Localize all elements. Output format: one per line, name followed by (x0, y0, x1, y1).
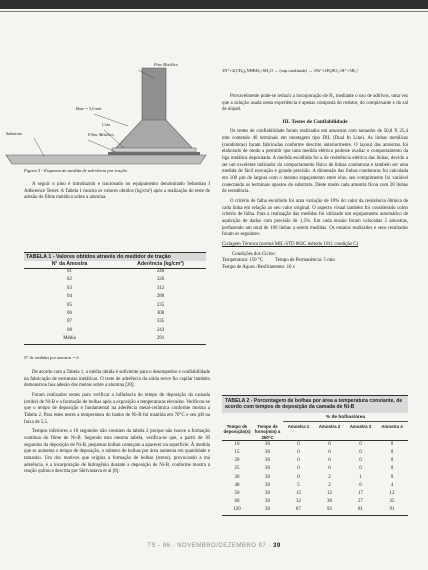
table2-cell: 81 (345, 506, 376, 515)
table2-header (222, 422, 408, 441)
table2-cell: 15 (296, 491, 301, 497)
label-substrato: Substrato (6, 131, 23, 136)
table2-cell: 0 (297, 458, 300, 464)
paragraph: Foram realizados testes para verificar a influência do tempo de deposição da camada (strike) de Ni-B e a formação de bolhas após a exposição a temperaturas elevadas. Verificou-se que o tempo de deposição é fundamental na aderência metal-cerâmica conforme mostra a Tabela 2. Para estes testes a temperatura do banho de Ni-B foi mantida em 70°C e seu pH na faixa de 5,5. (24, 393, 210, 425)
label-cola: Cola (102, 122, 111, 127)
table2-cell: 30 (265, 482, 270, 488)
table-row (24, 310, 206, 318)
paragraph: Ciclagem Térmica (norma MIL-STD 883C método 1011 condição C) (222, 242, 359, 248)
table2-cell: 30 (265, 441, 270, 447)
cell: Média (63, 336, 76, 342)
table-row (24, 276, 206, 284)
table2-cell: 30 (252, 506, 283, 515)
cell: 08 (67, 327, 72, 333)
cell: 240 (156, 269, 165, 274)
table2-cell: 0 (328, 441, 331, 447)
table2-cell: 0 (297, 474, 300, 480)
table-row (24, 327, 206, 335)
paragraph: Provavelmente pode-se reduzir a incorporação de H₂ mediante o uso de aditivos, uma vez que a solução usada nesta experiência é apenas composta do redutor, do complexante e do sal de níquel. (222, 94, 408, 113)
table-row (24, 293, 206, 301)
table2-cell: 40 (234, 482, 240, 488)
table1-body (24, 268, 206, 345)
table2-cell: 1 (359, 474, 362, 480)
table2-cell: 15 (234, 450, 240, 456)
table2-cell: 60 (234, 499, 240, 505)
adhesion-test-figure (4, 58, 208, 168)
paragraph: De acordo com a Tabela 1, a média obtida é suficiente para o desempenho e confiabilidade na fabricação de estruturas metálicas. O teste de aderência da solda serve fio capilar também demonstrou boa adesão dos metais sobre a alumina [20]. (24, 370, 210, 389)
table2-cell: 6 (359, 482, 362, 488)
table-row (24, 268, 206, 276)
cell: 01 (67, 269, 72, 274)
table2-cell: 0 (390, 466, 394, 472)
table-row (24, 318, 206, 326)
paragraph: Os testes de confiabilidade foram realizados em amostras com tamanho de 50,8 X 25,4 mm contendo 40 terminais em montagem tipo DIL (Dual In Line). As linhas metálicas (condutoras) foram fabricadas conforme descrito anteriormente. O layout das amostras foi elaborado de modo a permitir que uma medida elétrica pudesse avaliar o comportamento da liga metálica depositada. A medida escolhida foi a de resistência elétrica das linhas, devido a ser um excelente indicador do comportamento físico de linhas condutoras e também ser uma medida de fácil execução e grande precisão. A dimensão das linhas condutoras foi calculada em 100 µm de largura com o mesmo espaçamento entre elas; seu comprimento foi variável conectando os terminais opostos do substrato. Deste modo cada amostra ficou com 20 linhas de resistência. (222, 129, 408, 195)
cell: 300 (156, 311, 165, 317)
table2-cell: 0 (390, 474, 394, 480)
table2-cell: 0 (297, 441, 300, 447)
table2-cell: 25 (234, 466, 240, 472)
table2-cell: 38 (327, 499, 332, 505)
label-pino: Pino Metálico (154, 62, 178, 67)
table2-cell: 0 (359, 458, 362, 464)
footer-text: TS - 86 - NOVEMBRO/DEZEMBRO 97 - (147, 543, 274, 549)
paragraph: O critério de falha escolhido foi uma variação de 10% do valor da resistência ôhmica de cada linha em relação ao seu valor original. O aspecto visual também foi considerado como critério de falha. Para a realização das medidas foi utilizado um equipamento automático de aquisição de dados com precisão de 1,5%. Em cada ensaio foram colocadas 5 amostras, perfazendo um total de 100 linhas a serem medidas. Os ensaios realizados e seus resultados foram os seguintes: (222, 199, 408, 238)
table2-col-sample4: Amostra 4 (381, 424, 403, 429)
table2-cell: 92 (314, 506, 345, 515)
table1-title: TABELA 1 - Valores obtidos através do medidor de tração (24, 252, 206, 261)
paragraph: Condições dos Ciclos: (232, 251, 276, 257)
table2-cell: 0 (359, 441, 362, 447)
cell: 291 (156, 336, 165, 342)
table2-cell: 27 (358, 499, 363, 505)
table2-cell: 30 (265, 458, 270, 464)
cell: 04 (67, 294, 72, 300)
table2-cell: 10 (234, 441, 240, 447)
table-row-average (24, 335, 206, 344)
table2-cell: 5 (297, 482, 300, 488)
table2-cell: 0 (359, 450, 362, 456)
paragraph: A seguir o pino é introduzido e tracionado no equipamento denominado Sebastian I Adherence Tester. A Tabela 1 mostra os valores obtidos (kg/cm²) após a realização do teste de adesão do filme metálico sobre a alumina. (24, 182, 210, 201)
table2-cell: 120 (222, 506, 252, 515)
left-column-body (24, 370, 210, 479)
label-base: Base = 3,0 mm (76, 106, 102, 111)
table2-cell: 91 (376, 506, 408, 515)
table1-note: N° de medidas por amostra = 6 (24, 355, 79, 360)
adhesion-diagram (4, 58, 208, 168)
section-title: III. Testes de Confiabilidade (282, 119, 348, 126)
table2-cell: 20 (234, 458, 240, 464)
table2-cell: 2 (328, 474, 331, 480)
table1-col-adhesion: Aderência (kg/cm²) (137, 261, 184, 267)
table2-cell: 12 (327, 491, 332, 497)
table2-col-sample3: Amostra 3 (349, 424, 372, 429)
header-rule (0, 11, 428, 12)
table2-cell: 0 (328, 450, 331, 456)
cell: 312 (156, 285, 165, 291)
right-column-body (222, 94, 408, 272)
table2-col-oven: Tempo de forno(min) a 350°C (254, 424, 281, 440)
label-filme: Filme Metálico (88, 132, 114, 137)
table2-cell: 0 (390, 458, 394, 464)
cell: 05 (67, 302, 72, 308)
table2 (222, 414, 408, 516)
table2-title: TABELA 2 - Porcentagem de bolhas por área a temperatura constante, de acordo com tempos de deposição da camada de Ni-B (222, 395, 408, 413)
paragraph: Temperatura: 150 °C Tempo de Permanência: 5 min (222, 258, 335, 264)
table2-cell: 50 (234, 491, 240, 497)
chemical-reaction: 3N⁺+2(CH₃)₂NHBH₃+6H₂O → (sup.catalisada) → 3Ni°+2H₂BO₃+H⁺+3H₂↑ (222, 68, 359, 73)
cell: 06 (67, 311, 72, 317)
table-row (24, 285, 206, 293)
table1-col-sample: N° da Amostra (51, 261, 88, 267)
glue-layer (112, 148, 196, 152)
cell: 235 (156, 302, 165, 308)
substrate-block (6, 155, 206, 164)
table2-cell: 32 (296, 499, 301, 505)
table2-cell: 4 (390, 482, 394, 488)
table2-cell: 30 (265, 499, 270, 505)
table2-cell: 30 (265, 466, 270, 472)
page-number: 39 (273, 543, 281, 549)
table2-col-sample1: Amostra 1 (287, 424, 310, 429)
cell: 03 (67, 285, 72, 291)
cell: 280 (156, 294, 165, 300)
table2-cell: 35 (389, 499, 395, 505)
table2-col-sample2: Amostra 2 (318, 424, 341, 429)
pin-base (114, 120, 194, 150)
table2-body (222, 441, 408, 516)
table2-cell: 0 (390, 441, 394, 447)
table2-cell: 30 (265, 450, 270, 456)
metal-film (108, 152, 200, 155)
table2-cell: 30 (265, 474, 270, 480)
table2-cell: 2 (328, 482, 331, 488)
table2-cell: 0 (297, 466, 300, 472)
paragraph: Tempos inferiores a 10 segundos não constam da tabela 2 porque não houve a formação contínua do filme de Ni-B. Segundo esta mesma tabela, verifica-se que, a partir de 30 segundos da deposição de Ni-B, pequenas bolhas começam a aparecer na superfície. À medida que se aumenta o tempo de deposição, o número de bolhas por área aumenta em quantidade e tamanho. Um dos motivos que origina a formação de bolhas (stress), provocando a má aderência, é a incorporação de hidrogênio durante a deposição de Ni-B, conforme mostra a reação química descrita por Shrivastava et al [8]: (24, 429, 210, 475)
page-footer (0, 543, 428, 549)
paragraph: Tempo de Aquec./Resfriamento: 10 s (222, 265, 295, 271)
table2-cell: 30 (234, 474, 240, 480)
cell: 07 (67, 319, 72, 325)
cell: 335 (156, 319, 165, 325)
table2-col-deposition: Tempo de deposição(s) (223, 424, 251, 435)
table2-cell: 0 (328, 458, 331, 464)
table2-group-header: % de bolhas/área (283, 414, 408, 422)
table2-cell: 0 (359, 466, 362, 472)
table2-cell: 17 (358, 491, 363, 497)
table2-cell: 30 (265, 491, 270, 497)
cell: 326 (156, 277, 165, 283)
figure-caption: Figura 5 - Esquema da medida de aderência por tração (24, 168, 127, 173)
header-bar (0, 0, 428, 9)
table2-cell: 12 (389, 491, 395, 497)
table2-cell: 0 (328, 466, 331, 472)
table-row (24, 302, 206, 310)
table2-cell: 0 (390, 450, 394, 456)
table2-cell: 0 (297, 450, 300, 456)
cell: 243 (156, 327, 165, 333)
left-column-intro (24, 182, 210, 205)
cell: 02 (67, 277, 72, 283)
table2-cell: 87 (283, 506, 314, 515)
